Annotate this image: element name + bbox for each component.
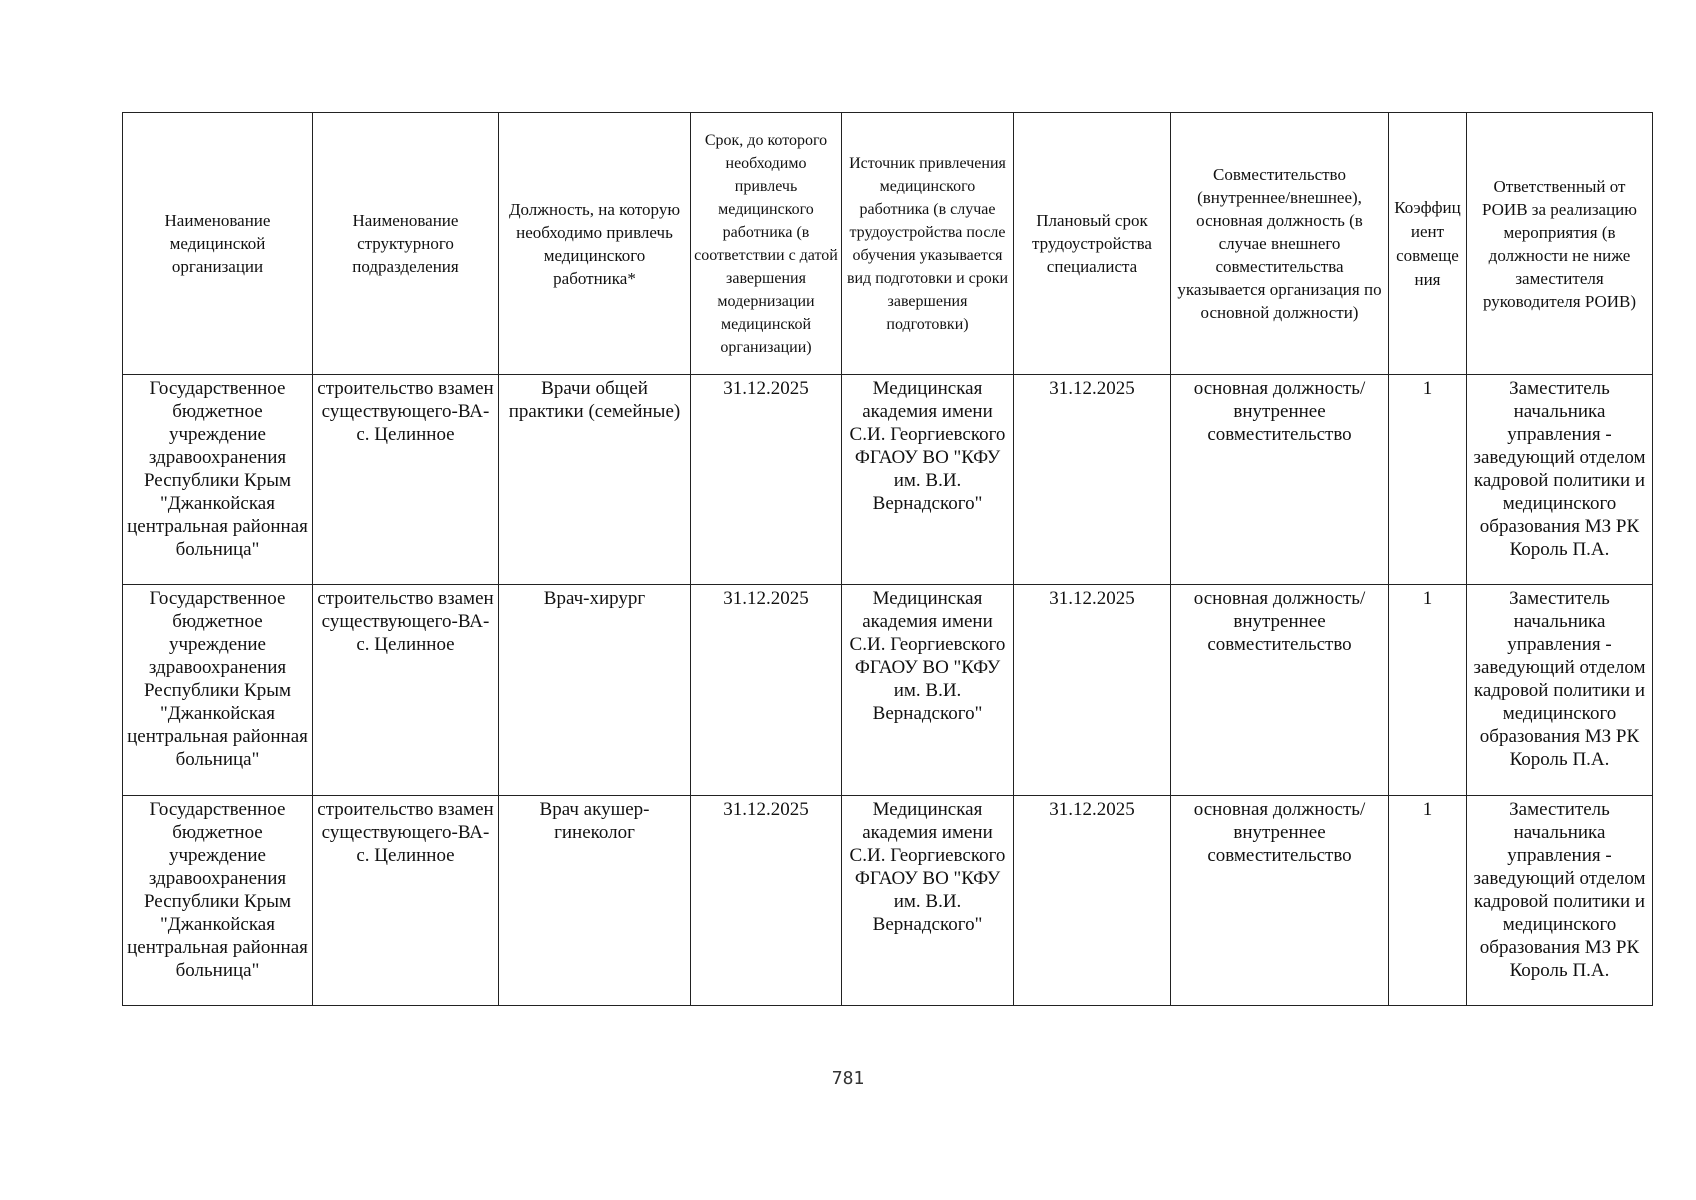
cell-deadline: 31.12.2025 (691, 796, 842, 1006)
staffing-table (122, 112, 1653, 1006)
cell-deadline: 31.12.2025 (691, 585, 842, 796)
cell-subdivision: строительство взамен существующего-ВА-с. Целинное (313, 375, 499, 585)
header-organization: Наименование медицинской организации (123, 113, 313, 375)
cell-source: Медицинская академия имени С.И. Георгиевского ФГАОУ ВО "КФУ им. В.И. Вернадского" (842, 796, 1014, 1006)
cell-subdivision: строительство взамен существующего-ВА-с. Целинное (313, 796, 499, 1006)
header-deadline: Срок, до которого необходимо привлечь медицинского работника (в соответствии с датой завершения модернизации медицинской организации) (691, 113, 842, 375)
cell-combination: основная должность/ внутреннее совместительство (1171, 375, 1389, 585)
header-planned-date: Плановый срок трудоустройства специалиста (1014, 113, 1171, 375)
cell-position: Врачи общей практики (семейные) (499, 375, 691, 585)
cell-coefficient: 1 (1389, 585, 1467, 796)
cell-deadline: 31.12.2025 (691, 375, 842, 585)
cell-organization: Государственное бюджетное учреждение здравоохранения Республики Крым "Джанкойская центральная районная больница" (123, 375, 313, 585)
cell-responsible: Заместитель начальника управления - заведующий отделом кадровой политики и медицинского образования МЗ РК Король П.А. (1467, 796, 1653, 1006)
header-subdivision: Наименование структурного подразделения (313, 113, 499, 375)
table-row (123, 375, 1653, 585)
cell-responsible: Заместитель начальника управления - заведующий отделом кадровой политики и медицинского образования МЗ РК Король П.А. (1467, 585, 1653, 796)
cell-combination: основная должность/ внутреннее совместительство (1171, 796, 1389, 1006)
cell-planned-date: 31.12.2025 (1014, 585, 1171, 796)
header-source: Источник привлечения медицинского работника (в случае трудоустройства после обучения указывается вид подготовки и сроки завершения подготовки) (842, 113, 1014, 375)
cell-source: Медицинская академия имени С.И. Георгиевского ФГАОУ ВО "КФУ им. В.И. Вернадского" (842, 585, 1014, 796)
cell-source: Медицинская академия имени С.И. Георгиевского ФГАОУ ВО "КФУ им. В.И. Вернадского" (842, 375, 1014, 585)
header-responsible: Ответственный от РОИВ за реализацию мероприятия (в должности не ниже заместителя руководителя РОИВ) (1467, 113, 1653, 375)
cell-subdivision: строительство взамен существующего-ВА-с. Целинное (313, 585, 499, 796)
table-row (123, 585, 1653, 796)
cell-organization: Государственное бюджетное учреждение здравоохранения Республики Крым "Джанкойская центральная районная больница" (123, 796, 313, 1006)
table-row (123, 796, 1653, 1006)
cell-coefficient: 1 (1389, 375, 1467, 585)
cell-combination: основная должность/ внутреннее совместительство (1171, 585, 1389, 796)
header-coefficient: Коэффициент совмещения (1389, 113, 1467, 375)
cell-organization: Государственное бюджетное учреждение здравоохранения Республики Крым "Джанкойская центральная районная больница" (123, 585, 313, 796)
cell-planned-date: 31.12.2025 (1014, 796, 1171, 1006)
cell-position: Врач-хирург (499, 585, 691, 796)
cell-position: Врач акушер-гинеколог (499, 796, 691, 1006)
header-position: Должность, на которую необходимо привлечь медицинского работника* (499, 113, 691, 375)
table-header-row (123, 113, 1653, 375)
cell-coefficient: 1 (1389, 796, 1467, 1006)
cell-responsible: Заместитель начальника управления - заведующий отделом кадровой политики и медицинского образования МЗ РК Король П.А. (1467, 375, 1653, 585)
header-combination: Совместительство (внутреннее/внешнее), основная должность (в случае внешнего совместительства указывается организация по основной должности) (1171, 113, 1389, 375)
cell-planned-date: 31.12.2025 (1014, 375, 1171, 585)
page-number: 781 (831, 1068, 865, 1089)
